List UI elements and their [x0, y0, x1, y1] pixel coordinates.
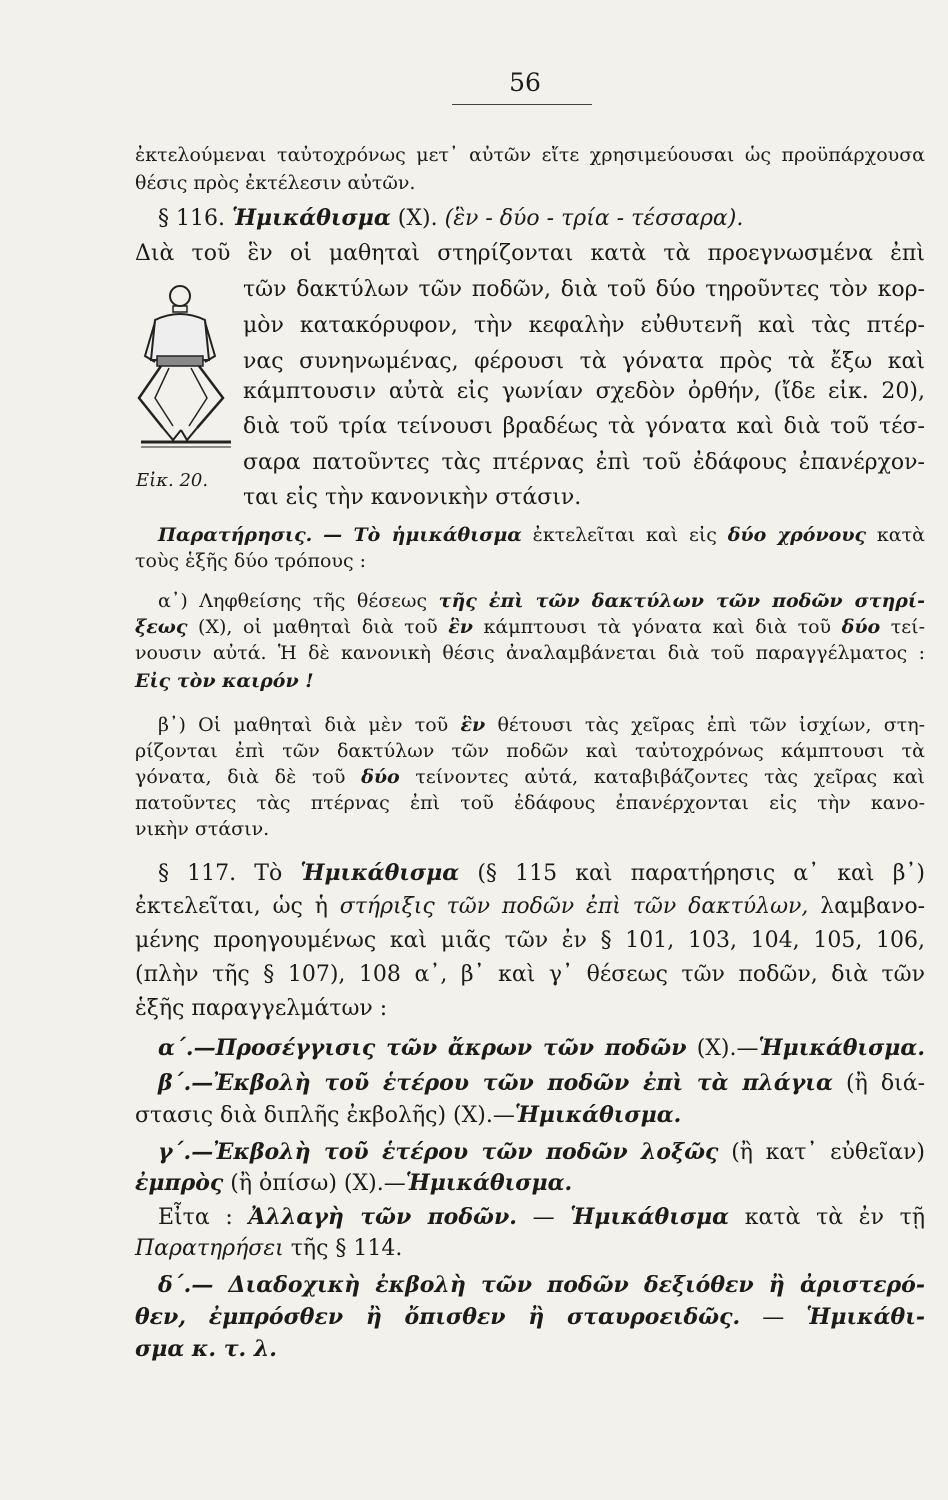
sec117-l2b: στήριξις τῶν ποδῶν ἐπὶ τῶν δακτύλων,	[339, 894, 809, 919]
figure-caption: Εἰκ. 20.	[136, 470, 209, 491]
alpha-l2e: δύο	[841, 616, 881, 638]
command-e-l1d: Ἡμικάθισμα	[570, 1204, 730, 1230]
sec117-line-2	[135, 894, 925, 920]
squatting-figure-illustration	[133, 280, 233, 450]
command-a-label: α΄.	[158, 1035, 194, 1061]
sec117-l1a: § 117. Τὸ	[158, 861, 283, 886]
beta-l1b: ἓν	[460, 714, 486, 736]
remark-line-1	[158, 522, 925, 548]
alpha-l2a: ξεως	[135, 616, 188, 638]
command-e-line-2	[135, 1236, 925, 1262]
section-title: Ἡμικάθισμα	[231, 205, 391, 231]
section-number: § 116.	[158, 206, 225, 231]
command-d-l2c: Ἡμικάθι-	[806, 1304, 925, 1330]
section-116-line-2: τῶν δακτύλων τῶν ποδῶν, διὰ τοῦ δύο τηροῦντες τὸν κορ-	[243, 277, 925, 302]
command-d-l2b: —	[762, 1305, 785, 1330]
section-counts: (ἓν - δύο - τρία - τέσσαρα).	[444, 206, 744, 231]
section-116-line-7: σαρα πατοῦντες τὰς πτέρνας ἐπὶ τοῦ ἐδάφους ἐπανέρχον-	[243, 450, 925, 475]
command-e-l2a: Παρατηρήσει	[135, 1236, 284, 1261]
sec117-line-1	[158, 860, 925, 887]
command-a-end: Ἡμικάθισμα.	[758, 1035, 925, 1061]
sec117-l1b: Ἡμικάθισμα	[300, 860, 460, 886]
command-b-l2b: Ἡμικάθισμα.	[514, 1102, 682, 1128]
intro-line-1: ἐκτελούμεναι ταὐτοχρόνως μετ᾽ αὐτῶν εἴτε χρησιμεύουσαι ὡς προϋπάρχουσα	[135, 144, 925, 166]
sec117-line-5: ἑξῆς παραγγελμάτων :	[135, 996, 388, 1021]
alpha-l2f: τεί-	[890, 616, 925, 638]
beta-line-4: πατοῦντες τὰς πτέρνας ἐπὶ τοῦ ἐδάφους ἐπανέρχονται εἰς τὴν κανο-	[135, 792, 925, 814]
command-b-text: —Ἐκβολὴ τοῦ ἑτέρου τῶν ποδῶν ἐπὶ τὰ πλάγια	[191, 1070, 833, 1096]
command-d-l2a: θεν, ἐμπρόσθεν ἢ ὄπισθεν ἢ σταυροειδῶς.	[135, 1304, 741, 1330]
remark-rest: ἐκτελεῖται καὶ εἰς	[532, 524, 717, 546]
sec117-line-4: (πλὴν τῆς § 107), 108 α᾽, β᾽ καὶ γ᾽ θέσεως τῶν ποδῶν, διὰ τῶν	[135, 962, 925, 987]
alpha-line-1	[158, 588, 925, 614]
section-116-line-3: μὸν κατακόρυφον, τὴν κεφαλὴν εὐθυτενῆ καὶ τὰς πτέρ-	[243, 313, 925, 338]
alpha-l1a: α᾽) Ληφθείσης τῆς θέσεως	[158, 590, 428, 612]
command-d-line-2	[135, 1304, 925, 1331]
beta-line-1	[158, 712, 925, 738]
command-d-label: δ΄.	[158, 1272, 192, 1298]
command-c-label: γ΄.	[158, 1139, 192, 1165]
remark-line-2: τοὺς ἑξῆς δύο τρόπους :	[135, 550, 367, 572]
command-a-text: —Προσέγγισις τῶν ἄκρων τῶν ποδῶν	[193, 1035, 687, 1061]
alpha-l2c: ἓν	[448, 616, 473, 638]
sec117-l2c: λαμβανο-	[820, 894, 926, 919]
page-number: 56	[509, 68, 541, 97]
beta-l1a: β᾽) Οἱ μαθηταὶ διὰ μὲν τοῦ	[158, 714, 449, 736]
command-b-line-2	[135, 1102, 925, 1129]
intro-line-2: θέσις πρὸς ἐκτέλεσιν αὐτῶν.	[135, 172, 416, 194]
beta-line-2: ρίζονται ἐπὶ τῶν δακτύλων τῶν ποδῶν καὶ ταὐτοχρόνως κάμπτουσι τὰ	[135, 740, 925, 762]
command-c-line-1	[158, 1139, 925, 1166]
command-c-text: —Ἐκβολὴ τοῦ ἑτέρου τῶν ποδῶν λοξῶς	[191, 1139, 719, 1165]
beta-l3b: δύο	[361, 766, 400, 788]
command-c-line-2	[135, 1170, 925, 1197]
section-116-line-4: νας συνηνωμένας, φέρουσι τὰ γόνατα πρὸς τὰ ἔξω καὶ	[243, 349, 925, 374]
command-b-rest: (ἢ διά-	[845, 1071, 925, 1096]
command-c-l2b: (ἢ ὀπίσω) (Χ).—	[230, 1171, 406, 1196]
command-e-l1c: —	[532, 1205, 555, 1230]
header-rule	[452, 104, 592, 105]
beta-l1c: θέτουσι τὰς χεῖρας ἐπὶ τῶν ἰσχίων, στη-	[497, 714, 926, 736]
section-x: (Χ).	[397, 206, 438, 231]
sec117-line-3: μένης προηγουμένως καὶ μιᾶς τῶν ἐν § 101, 103, 104, 105, 106,	[135, 928, 925, 953]
alpha-line-4: Εἰς τὸν καιρόν !	[135, 670, 314, 692]
command-b-label: β΄.	[158, 1070, 192, 1096]
command-a-x: (Χ).—	[696, 1036, 759, 1061]
alpha-line-3: νουσιν αὐτά. Ἡ δὲ κανονικὴ θέσις ἀναλαμβάνεται διὰ τοῦ παραγγέλματος :	[135, 642, 925, 664]
section-116-heading	[158, 205, 925, 232]
alpha-l2b: (Χ), οἱ μαθηταὶ διὰ τοῦ	[198, 616, 438, 638]
command-e-l2b: τῆς § 114.	[290, 1236, 403, 1261]
section-116-line-1: Διὰ τοῦ ἓν οἱ μαθηταὶ στηρίζονται κατὰ τὰ προεγνωσμένα ἐπὶ	[135, 241, 925, 266]
alpha-line-2	[135, 614, 925, 640]
remark-lead: — Τὸ ἡμικάθισμα	[323, 524, 522, 546]
beta-line-5: νικὴν στάσιν.	[135, 818, 270, 840]
command-d-line-3: σμα κ. τ. λ.	[135, 1336, 277, 1362]
remark-label: Παρατήρησις.	[158, 524, 313, 546]
command-e-l1a: Εἶτα :	[158, 1205, 233, 1230]
section-116-line-5: κάμπτουσιν αὐτὰ εἰς γωνίαν σχεδὸν ὀρθήν, (ἴδε εἰκ. 20),	[243, 379, 925, 404]
command-d-line-1	[158, 1272, 925, 1299]
command-d-text: — Διαδοχικὴ ἐκβολὴ τῶν ποδῶν δεξιόθεν ἢ ἀριστερό-	[191, 1272, 925, 1298]
command-e-l1b: Ἀλλαγὴ τῶν ποδῶν.	[248, 1204, 517, 1230]
alpha-l2d: κάμπτουσι τὰ γόνατα καὶ διὰ τοῦ	[483, 616, 832, 638]
beta-l3a: γόνατα, διὰ δὲ τοῦ	[135, 766, 346, 788]
command-c-l2c: Ἡμικάθισμα.	[405, 1170, 573, 1196]
sec117-l2a: ἐκτελεῖται, ὡς ἡ	[135, 894, 328, 919]
section-116-line-8: ται εἰς τὴν κανονικὴν στάσιν.	[243, 485, 582, 510]
command-e-line-1	[158, 1204, 925, 1231]
command-a	[158, 1035, 925, 1062]
beta-line-3	[135, 764, 925, 790]
remark-emph: δύο χρόνους	[727, 524, 867, 546]
remark-end: κατὰ	[876, 524, 925, 546]
sec117-l1c: (§ 115 καὶ παρατήρησις α᾽ καὶ β᾽)	[477, 861, 925, 886]
command-c-rest: (ἢ κατ᾽ εὐθεῖαν)	[731, 1140, 926, 1165]
command-b-line-1	[158, 1070, 925, 1097]
section-116-line-6: διὰ τοῦ τρία τείνουσι βραδέως τὰ γόνατα καὶ διὰ τοῦ τέσ-	[243, 414, 925, 439]
beta-l3c: τείνοντες αὐτά, καταβιβάζοντες τὰς χεῖρας καὶ	[415, 766, 926, 788]
command-c-l2a: ἐμπρὸς	[135, 1170, 224, 1196]
alpha-l1b: τῆς ἐπὶ τῶν δακτύλων τῶν ποδῶν στηρί-	[438, 590, 926, 612]
command-b-l2a: στασις διὰ διπλῆς ἐκβολῆς) (Χ).—	[135, 1103, 515, 1128]
command-e-l1e: κατὰ τὰ ἐν τῇ	[744, 1205, 926, 1230]
